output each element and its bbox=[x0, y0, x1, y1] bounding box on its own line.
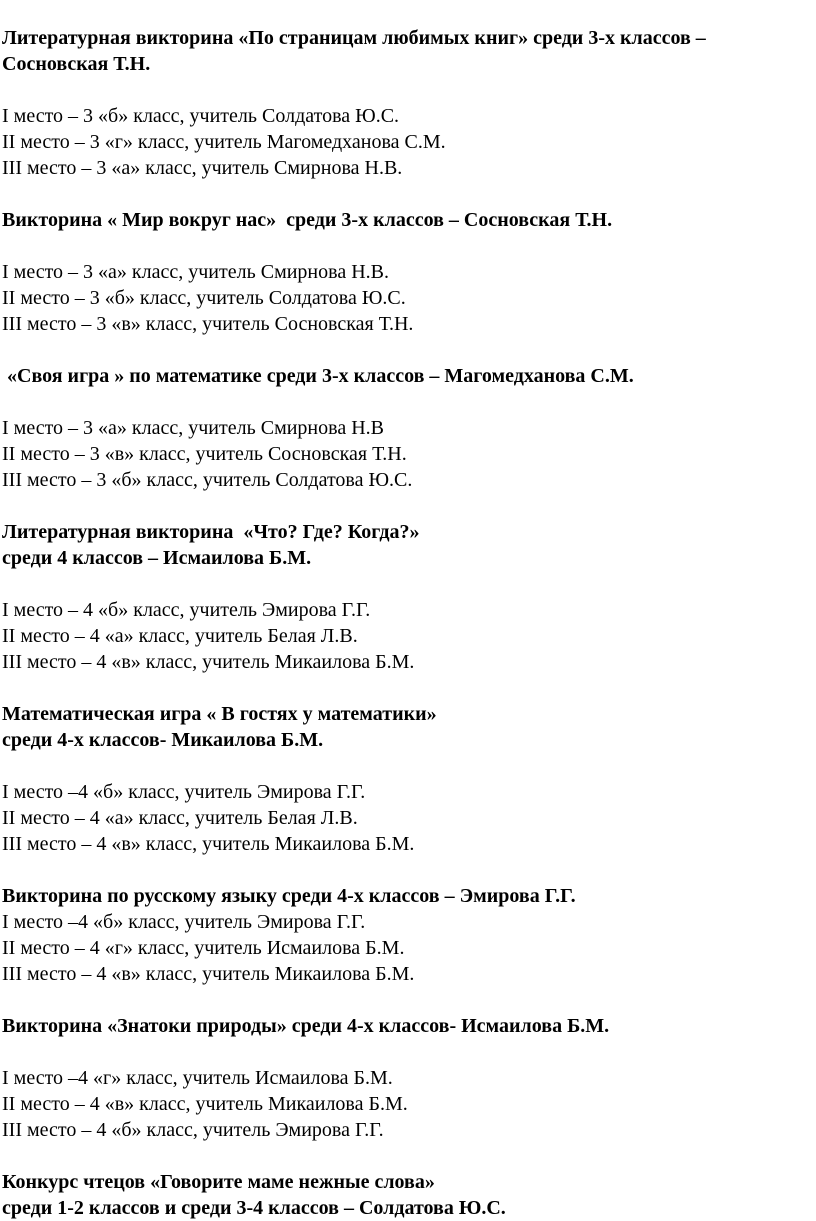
results-section bbox=[2, 701, 816, 883]
place-line: II место – 4 «а» класс, учитель Белая Л.В. bbox=[2, 625, 358, 647]
place-line: III место – 3 «в» класс, учитель Сосновская Т.Н. bbox=[2, 313, 414, 335]
place-line: II место – 3 «б» класс, учитель Солдатова Ю.С. bbox=[2, 287, 406, 309]
place-line: III место – 4 «в» класс, учитель Микаилова Б.М. bbox=[2, 651, 415, 673]
spacer bbox=[2, 493, 816, 519]
spacer bbox=[2, 1143, 816, 1169]
place-line: I место – 4 «б» класс, учитель Эмирова Г.Г. bbox=[2, 599, 371, 621]
spacer bbox=[2, 337, 816, 363]
results-section bbox=[2, 363, 816, 519]
results-section bbox=[2, 25, 816, 207]
section-title: Викторина « Мир вокруг нас» среди 3-х классов – Сосновская Т.Н. bbox=[2, 209, 613, 231]
place-line: III место – 3 «а» класс, учитель Смирнова Н.В. bbox=[2, 157, 403, 179]
place-line: I место –4 «б» класс, учитель Эмирова Г.Г. bbox=[2, 911, 366, 933]
section-title: Литературная викторина «По страницам любимых книг» среди 3-х классов – bbox=[2, 27, 706, 49]
place-line: III место – 4 «в» класс, учитель Микаилова Б.М. bbox=[2, 833, 415, 855]
section-title: среди 4 классов – Исмаилова Б.М. bbox=[2, 547, 312, 569]
section-title: среди 4-х классов- Микаилова Б.М. bbox=[2, 729, 324, 751]
place-line: I место – 3 «б» класс, учитель Солдатова Ю.С. bbox=[2, 105, 400, 127]
spacer bbox=[2, 389, 816, 415]
place-line: I место –4 «б» класс, учитель Эмирова Г.Г. bbox=[2, 781, 366, 803]
results-section bbox=[2, 1013, 816, 1169]
results-section bbox=[2, 1169, 816, 1221]
spacer bbox=[2, 753, 816, 779]
section-title: Математическая игра « В гостях у математики» bbox=[2, 703, 437, 725]
place-line: II место – 4 «г» класс, учитель Исмаилова Б.М. bbox=[2, 937, 405, 959]
spacer bbox=[2, 77, 816, 103]
section-title: Викторина по русскому языку среди 4-х классов – Эмирова Г.Г. bbox=[2, 885, 576, 907]
results-section bbox=[2, 519, 816, 701]
section-title: Сосновская Т.Н. bbox=[2, 53, 151, 75]
place-line: III место – 3 «б» класс, учитель Солдатова Ю.С. bbox=[2, 469, 413, 491]
section-title: Конкурс чтецов «Говорите маме нежные слова» bbox=[2, 1171, 435, 1193]
spacer bbox=[2, 675, 816, 701]
place-line: I место –4 «г» класс, учитель Исмаилова Б.М. bbox=[2, 1067, 393, 1089]
spacer bbox=[2, 987, 816, 1013]
section-title: Литературная викторина «Что? Где? Когда?» bbox=[2, 521, 420, 543]
place-line: II место – 3 «в» класс, учитель Сосновская Т.Н. bbox=[2, 443, 407, 465]
place-line: III место – 4 «б» класс, учитель Эмирова Г.Г. bbox=[2, 1119, 384, 1141]
results-section bbox=[2, 207, 816, 363]
place-line: II место – 4 «в» класс, учитель Микаилова Б.М. bbox=[2, 1093, 408, 1115]
place-line: II место – 4 «а» класс, учитель Белая Л.В. bbox=[2, 807, 358, 829]
place-line: II место – 3 «г» класс, учитель Магомедханова С.М. bbox=[2, 131, 446, 153]
section-title: «Своя игра » по математике среди 3-х классов – Магомедханова С.М. bbox=[2, 365, 634, 387]
spacer bbox=[2, 1039, 816, 1065]
place-line: I место – 3 «а» класс, учитель Смирнова Н.В bbox=[2, 417, 384, 439]
place-line: I место – 3 «а» класс, учитель Смирнова Н.В. bbox=[2, 261, 389, 283]
place-line: III место – 4 «в» класс, учитель Микаилова Б.М. bbox=[2, 963, 415, 985]
spacer bbox=[2, 857, 816, 883]
section-title: Викторина «Знатоки природы» среди 4-х классов- Исмаилова Б.М. bbox=[2, 1015, 610, 1037]
spacer bbox=[2, 233, 816, 259]
section-title: среди 1-2 классов и среди 3-4 классов – Солдатова Ю.С. bbox=[2, 1197, 506, 1219]
spacer bbox=[2, 571, 816, 597]
results-section bbox=[2, 883, 816, 1013]
spacer bbox=[2, 181, 816, 207]
